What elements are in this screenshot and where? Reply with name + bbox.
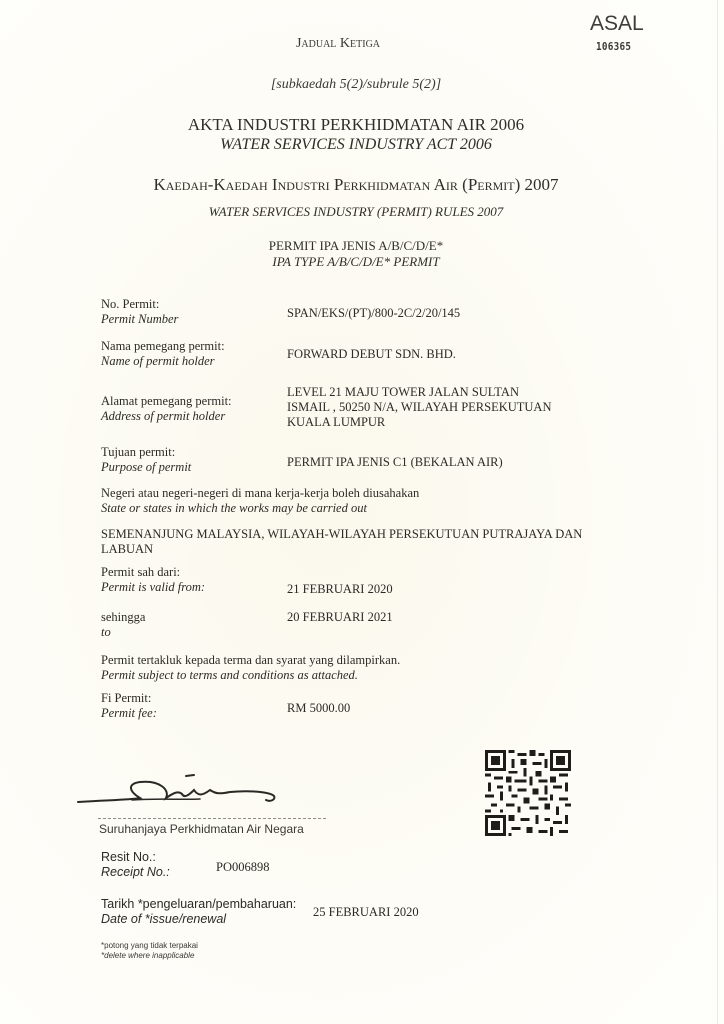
address-line: LEVEL 21 MAJU TOWER JALAN SULTAN bbox=[287, 385, 519, 399]
holder-address-value bbox=[287, 385, 551, 430]
copy-label: ASAL bbox=[590, 12, 644, 35]
receipt-value: PO006898 bbox=[216, 860, 270, 874]
fee-label-malay: Fi Permit: bbox=[101, 691, 152, 705]
serial-number: 106365 bbox=[596, 40, 632, 53]
valid-to-label-english: to bbox=[101, 625, 111, 639]
address-line: ISMAIL , 50250 N/A, WILAYAH PERSEKUTUAN bbox=[287, 400, 552, 414]
permit-number-label-malay: No. Permit: bbox=[101, 297, 160, 311]
rules-title-english: WATER SERVICES INDUSTRY (PERMIT) RULES 2007 bbox=[208, 204, 504, 219]
footnote-english: *delete where inapplicable bbox=[101, 951, 195, 960]
fee-value: RM 5000.00 bbox=[287, 701, 351, 715]
address-line: KUALA LUMPUR bbox=[287, 415, 386, 429]
permit-type-malay: PERMIT IPA JENIS A/B/C/D/E* bbox=[268, 238, 444, 253]
purpose-label bbox=[101, 445, 191, 475]
permit-number-label bbox=[101, 297, 178, 327]
valid-from-label bbox=[101, 565, 205, 595]
holder-address-label bbox=[101, 394, 232, 424]
subrule-reference: [subkaedah 5(2)/subrule 5(2)] bbox=[270, 77, 442, 92]
valid-to-label-malay: sehingga bbox=[101, 610, 146, 624]
holder-name-label-malay: Nama pemegang permit: bbox=[101, 339, 225, 353]
valid-to-value: 20 FEBRUARI 2021 bbox=[287, 610, 393, 624]
valid-from-label-english: Permit is valid from: bbox=[101, 580, 206, 594]
holder-address-label-malay: Alamat pemegang permit: bbox=[101, 394, 232, 408]
purpose-label-english: Purpose of permit bbox=[101, 460, 192, 474]
valid-from-label-malay: Permit sah dari: bbox=[101, 565, 181, 579]
holder-name-label-english: Name of permit holder bbox=[101, 354, 215, 368]
signature-line bbox=[98, 818, 326, 819]
holder-name-value: FORWARD DEBUT SDN. BHD. bbox=[287, 347, 456, 361]
states-line: LABUAN bbox=[101, 542, 154, 556]
receipt-label-malay: Resit No.: bbox=[101, 850, 156, 864]
purpose-label-malay: Tujuan permit: bbox=[101, 445, 176, 459]
act-title-english: WATER SERVICES INDUSTRY ACT 2006 bbox=[220, 136, 492, 153]
footnote bbox=[101, 941, 198, 961]
states-line: SEMENANJUNG MALAYSIA, WILAYAH-WILAYAH PERSEKUTUAN PUTRAJAYA DAN bbox=[101, 527, 583, 541]
terms-english: Permit subject to terms and conditions as attached. bbox=[101, 668, 358, 682]
fee-label bbox=[101, 691, 157, 721]
valid-from-value: 21 FEBRUARI 2020 bbox=[287, 582, 393, 596]
permit-number-label-english: Permit Number bbox=[101, 312, 179, 326]
issue-date-label-english: Date of *issue/renewal bbox=[101, 912, 227, 926]
issue-date-value: 25 FEBRUARI 2020 bbox=[313, 905, 419, 919]
states-value bbox=[101, 527, 582, 557]
holder-address-label-english: Address of permit holder bbox=[101, 409, 226, 423]
states-label-english: State or states in which the works may be carried out bbox=[101, 501, 367, 515]
act-title-malay: AKTA INDUSTRI PERKHIDMATAN AIR 2006 bbox=[187, 115, 525, 134]
permit-type-english: IPA TYPE A/B/C/D/E* PERMIT bbox=[272, 254, 440, 269]
rules-title-malay: Kaedah-Kaedah Industri Perkhidmatan Air (Permit) 2007 bbox=[153, 175, 559, 194]
purpose-value: PERMIT IPA JENIS C1 (BEKALAN AIR) bbox=[287, 455, 503, 469]
holder-name-label bbox=[101, 339, 225, 369]
terms-text bbox=[101, 653, 400, 683]
signature-authority: Suruhanjaya Perkhidmatan Air Negara bbox=[99, 822, 304, 836]
footnote-malay: *potong yang tidak terpakai bbox=[101, 941, 198, 950]
qr-code-icon bbox=[482, 750, 574, 836]
receipt-label bbox=[101, 850, 170, 880]
schedule-title: Jadual Ketiga bbox=[295, 36, 381, 51]
permit-number-value: SPAN/EKS/(PT)/800-2C/2/20/145 bbox=[287, 306, 461, 320]
states-label-malay: Negeri atau negeri-negeri di mana kerja-kerja boleh diusahakan bbox=[101, 486, 420, 500]
fee-label-english: Permit fee: bbox=[101, 706, 157, 720]
issue-date-label-malay: Tarikh *pengeluaran/pembaharuan: bbox=[101, 897, 297, 911]
signature-image bbox=[70, 770, 290, 810]
terms-malay: Permit tertakluk kepada terma dan syarat yang dilampirkan. bbox=[101, 653, 401, 667]
valid-to-label bbox=[101, 610, 145, 640]
issue-date-label bbox=[101, 897, 296, 927]
receipt-label-english: Receipt No.: bbox=[101, 865, 170, 879]
states-label bbox=[101, 486, 419, 516]
